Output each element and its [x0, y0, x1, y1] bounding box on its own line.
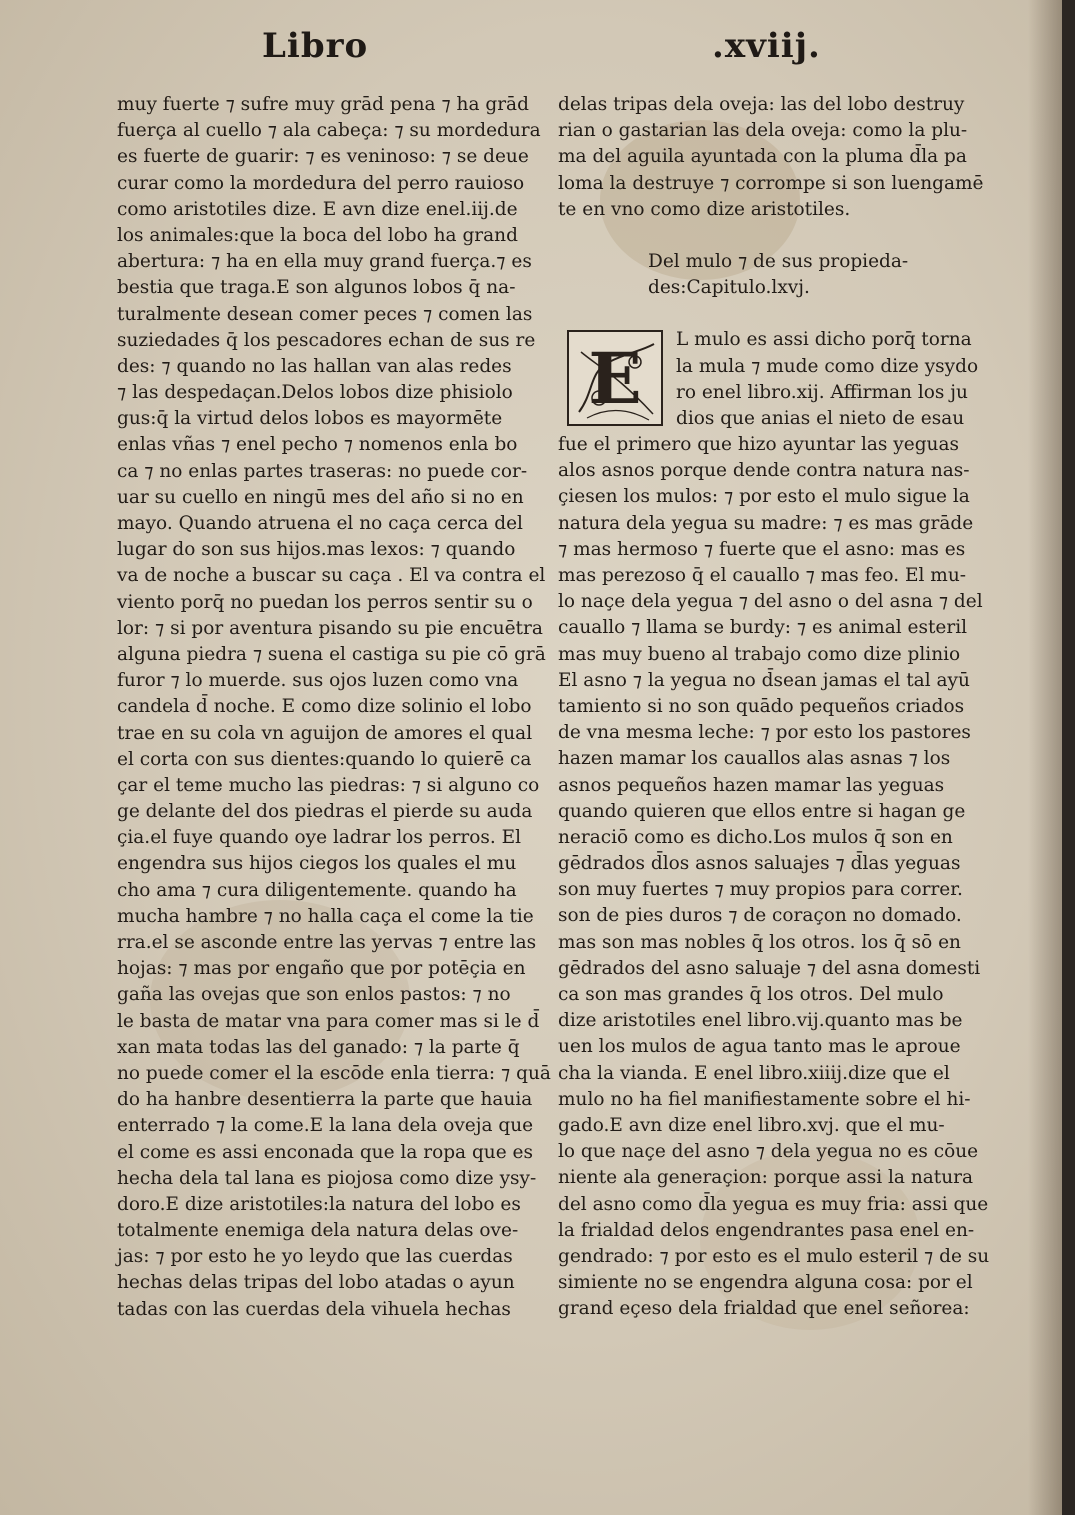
text-line: delas tripas dela oveja: las del lobo destruy: [558, 94, 965, 115]
text-line: çia.el fuye quando oye ladrar los perros. El: [117, 827, 522, 849]
text-line: gado.E avn dize enel libro.xvj. que el mu-: [558, 1114, 945, 1136]
text-line: ro enel libro.xij. Affirman los ju: [676, 381, 968, 403]
text-line: el come es assi enconada que la ropa que es: [117, 1141, 533, 1163]
initial-letter: E: [588, 336, 642, 420]
text-line: son de pies duros ⁊ de coraçon no domado.: [558, 905, 962, 927]
text-line: tamiento si no son quādo pequeños criados: [558, 695, 965, 717]
running-head-libro: Libro: [262, 26, 369, 66]
text-line: viento porq̄ no puedan los perros sentir su o: [117, 591, 533, 613]
paragraph-gap: [558, 223, 978, 249]
text-line: mas son mas nobles q̄ los otros. los q̄ sō en: [558, 931, 961, 953]
text-line: muy fuerte ⁊ sufre muy grād pena ⁊ ha grād: [117, 94, 529, 115]
text-line: hechas delas tripas del lobo atadas o ayun: [117, 1272, 515, 1294]
paragraph-gap: [558, 301, 978, 327]
text-line: cauallo ⁊ llama se burdy: ⁊ es animal esteril: [558, 617, 968, 639]
text-line: te en vno como dize aristotiles.: [558, 198, 851, 220]
left-text-column: [117, 92, 551, 1323]
text-line: fuerça al cuello ⁊ ala cabeça: ⁊ su mordedura: [117, 120, 541, 142]
text-line: del asno como d̄la yegua es muy fria: assi que: [558, 1193, 989, 1215]
text-line: rra.el se asconde entre las yervas ⁊ entre las: [117, 932, 537, 953]
text-line: lo naçe dela yegua ⁊ del asno o del asna ⁊ del: [558, 591, 983, 613]
decorated-initial: [567, 330, 663, 426]
page-edge-shadow: [1028, 0, 1062, 1515]
text-line: gendrado: ⁊ por esto es el mulo esteril ⁊ de su: [558, 1245, 990, 1267]
text-line: enterrado ⁊ la come.E la lana dela oveja que: [117, 1115, 534, 1137]
text-line: fue el primero que hizo ayuntar las yeguas: [558, 434, 959, 456]
folio-number: .xviij.: [712, 26, 821, 66]
text-line: dize aristotiles enel libro.vij.quanto mas be: [558, 1010, 963, 1032]
text-line: curar como la mordedura del perro rauioso: [117, 172, 525, 194]
text-line: los animales:que la boca del lobo ha grand: [117, 224, 518, 246]
text-line: va de noche a buscar su caça . El va contra el: [117, 565, 546, 587]
text-line: hazen mamar los cauallos alas asnas ⁊ los: [558, 748, 951, 770]
text-line: cha la vianda. E enel libro.xiiij.dize que el: [558, 1062, 950, 1084]
text-line: quando quieren que ellos entre si hagan ge: [558, 800, 966, 822]
text-line: ge delante del dos piedras el pierde su auda: [117, 801, 533, 823]
text-line: çiesen los mulos: ⁊ por esto el mulo sigue la: [558, 486, 970, 508]
text-line: candela d̄ noche. E como dize solinio el lobo: [117, 696, 532, 718]
text-line: suziedades q̄ los pescadores echan de sus re: [117, 329, 536, 351]
right-column-top-lines: [558, 92, 984, 223]
text-line: ⁊ mas hermoso ⁊ fuerte que el asno: mas es: [558, 538, 966, 560]
text-line: çar el teme mucho las piedras: ⁊ si alguno co: [117, 774, 540, 796]
text-line: hecha dela tal lana es piojosa como dize ysy-: [117, 1167, 537, 1189]
text-line: ⁊ las despedaçan.Delos lobos dize phisiolo: [117, 382, 513, 404]
text-line: ca ⁊ no enlas partes traseras: no puede cor-: [117, 460, 528, 482]
text-line: cho ama ⁊ cura diligentemente. quando ha: [117, 879, 517, 901]
text-line: asnos pequeños hazen mamar las yeguas: [558, 774, 945, 796]
text-line: enlas vñas ⁊ enel pecho ⁊ nomenos enla bo: [117, 434, 518, 456]
text-line: no puede comer el la escōde enla tierra: ⁊ quā: [117, 1062, 551, 1084]
text-line: lo que naçe del asno ⁊ dela yegua no es cōue: [558, 1141, 979, 1163]
text-line: dios que anias el nieto de esau: [676, 407, 965, 429]
heading-line: des:Capitulo.lxvj.: [648, 277, 810, 299]
text-line: como aristotiles dize. E avn dize enel.iij.de: [117, 198, 518, 220]
text-line: mucha hambre ⁊ no halla caça el come la tie: [117, 905, 534, 927]
text-line: la frialdad delos engendrantes pasa enel en-: [558, 1219, 975, 1241]
text-line: jas: ⁊ por esto he yo leydo que las cuerdas: [117, 1246, 513, 1268]
text-line: hojas: ⁊ mas por engaño que por potēçia en: [117, 958, 526, 980]
text-line: son muy fuertes ⁊ muy propios para correr.: [558, 879, 963, 901]
text-line: engendra sus hijos ciegos los quales el mu: [117, 853, 517, 875]
text-line: neraciō como es dicho.Los mulos q̄ son en: [558, 826, 953, 848]
text-line: xan mata todas las del ganado: ⁊ la parte q̄: [117, 1036, 520, 1058]
text-line: totalmente enemiga dela natura delas ove-: [117, 1220, 519, 1242]
text-line: loma la destruye ⁊ corrompe si son luengamē: [558, 172, 984, 194]
text-line: mas perezoso q̄ el cauallo ⁊ mas feo. El mu-: [558, 565, 966, 586]
text-line: grand eçeso dela frialdad que enel señorea:: [558, 1298, 970, 1320]
text-line: abertura: ⁊ ha en ella muy grand fuerça.⁊ es: [117, 251, 532, 273]
text-line: gēdrados del asno saluaje ⁊ del asna domesti: [558, 957, 981, 979]
text-line: le basta de matar vna para comer mas si le d̄: [117, 1010, 540, 1032]
text-line: es fuerte de guarir: ⁊ es veninoso: ⁊ se deue: [117, 146, 529, 168]
text-line: ma del aguila ayuntada con la pluma d̄la pa: [558, 146, 967, 168]
text-line: turalmente desean comer peces ⁊ comen las: [117, 303, 533, 325]
text-line: gus:q̄ la virtud delos lobos es mayormēte: [117, 408, 503, 430]
text-line: alguna piedra ⁊ suena el castiga su pie cō grā: [117, 643, 546, 665]
text-line: do ha hanbre desentierra la parte que hauia: [117, 1089, 533, 1111]
right-column-body-lines: [558, 432, 990, 1322]
text-line: mulo no ha fiel manifiestamente sobre el hi-: [558, 1088, 971, 1110]
text-line: el corta con sus dientes:quando lo quierē ca: [117, 748, 532, 770]
text-line: gaña las ovejas que son enlos pastos: ⁊ no: [117, 984, 511, 1006]
text-line: des: ⁊ quando no las hallan van alas redes: [117, 355, 512, 377]
text-line: lugar do son sus hijos.mas lexos: ⁊ quando: [117, 539, 516, 561]
text-line: tadas con las cuerdas dela vihuela hechas: [117, 1298, 511, 1320]
text-line: alos asnos porque dende contra natura nas-: [558, 460, 970, 482]
initial-wrapped-lines: [676, 327, 978, 432]
text-line: niente ala generaçion: porque assi la natura: [558, 1167, 974, 1189]
text-line: mayo. Quando atruena el no caça cerca del: [117, 513, 523, 534]
text-line: simiente no se engendra alguna cosa: por el: [558, 1272, 973, 1294]
heading-line: Del mulo ⁊ de sus propieda-: [648, 250, 909, 272]
text-line: uar su cuello en ningū mes del año si no en: [117, 486, 524, 508]
text-line: la mula ⁊ mude como dize ysydo: [676, 355, 979, 377]
text-line: natura dela yegua su madre: ⁊ es mas grāde: [558, 512, 974, 534]
text-line: El asno ⁊ la yegua no d̄sean jamas el tal ayū: [558, 669, 970, 691]
text-line: bestia que traga.E son algunos lobos q̄ na-: [117, 277, 516, 299]
text-line: ca son mas grandes q̄ los otros. Del mulo: [558, 984, 944, 1005]
text-line: L mulo es assi dicho porq̄ torna: [676, 329, 972, 351]
text-line: de vna mesma leche: ⁊ por esto los pastores: [558, 722, 971, 744]
text-line: lor: ⁊ si por aventura pisando su pie encuētra: [117, 617, 543, 639]
text-line: furor ⁊ lo muerde. sus ojos luzen como vna: [117, 670, 519, 692]
text-line: doro.E dize aristotiles:la natura del lobo es: [117, 1193, 521, 1215]
chapter-heading: [648, 249, 978, 301]
text-line: uen los mulos de agua tanto mas le aproue: [558, 1036, 961, 1058]
text-line: mas muy bueno al trabajo como dize plinio: [558, 643, 961, 665]
text-line: trae en su cola vn aguijon de amores el qual: [117, 722, 533, 744]
right-text-column: [558, 92, 990, 1322]
text-line: gēdrados d̄los asnos saluajes ⁊ d̄las yeguas: [558, 853, 961, 875]
text-line: rian o gastarian las dela oveja: como la plu-: [558, 120, 968, 142]
